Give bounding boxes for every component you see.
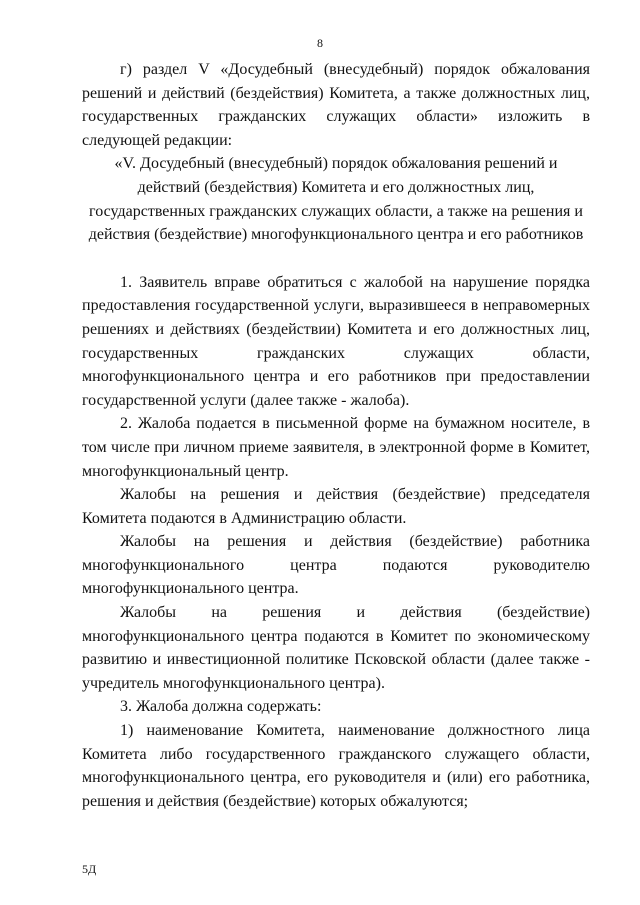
paragraph-7: 1) наименование Комитета, наименование должностного лица Комитета либо государственного гражданского служащего области, многофункционального центра, его руководителя и (или) его работника, решения и действия (бездействие) которых обжалуются; [82,722,590,810]
paragraph-5: Жалобы на решения и действия (бездействие) многофункционального центра подаются в Комитет по экономическому развитию и инвестиционной политике Псковской области (далее также - учредитель многофункционального центра). [82,604,590,692]
paragraph-1: 1. Заявитель вправе обратиться с жалобой на нарушение порядка предоставления государственной услуги, выразившееся в неправомерных решениях и действиях (бездействии) Комитета и его должностных лиц, государственных гражданских служащих области, многофункционального центра и его работников при предоставлении государственной услуги (далее также - жалоба). [82,273,590,409]
paragraph-2: 2. Жалоба подается в письменной форме на бумажном носителе, в том числе при личном приеме заявителя, в электронной форме в Комитет, многофункциональный центр. [82,415,590,480]
document-body [82,58,590,813]
page-number: 8 [317,36,323,50]
section-heading: «V. Досудебный (внесудебный) порядок обжалования решений и действий (бездействия) Комитета и его должностных лиц, государственных гражданских служащих области, а также на решения и действия (бездействие) многофункционального центра и его работников [88,155,584,244]
paragraph-3: Жалобы на решения и действия (бездействие) председателя Комитета подаются в Администрацию области. [82,486,590,527]
spacer [82,247,590,271]
intro-paragraph: г) раздел V «Досудебный (внесудебный) порядок обжалования решений и действий (бездействия) Комитета, а также должностных лиц, государственных гражданских служащих области» изложить в следующей редакции: [82,61,590,149]
paragraph-6: 3. Жалоба должна содержать: [120,698,322,716]
footer-code: 5Д [82,862,97,876]
paragraph-4: Жалобы на решения и действия (бездействие) работника многофункционального центра подаются руководителю многофункционального центра. [82,533,590,598]
